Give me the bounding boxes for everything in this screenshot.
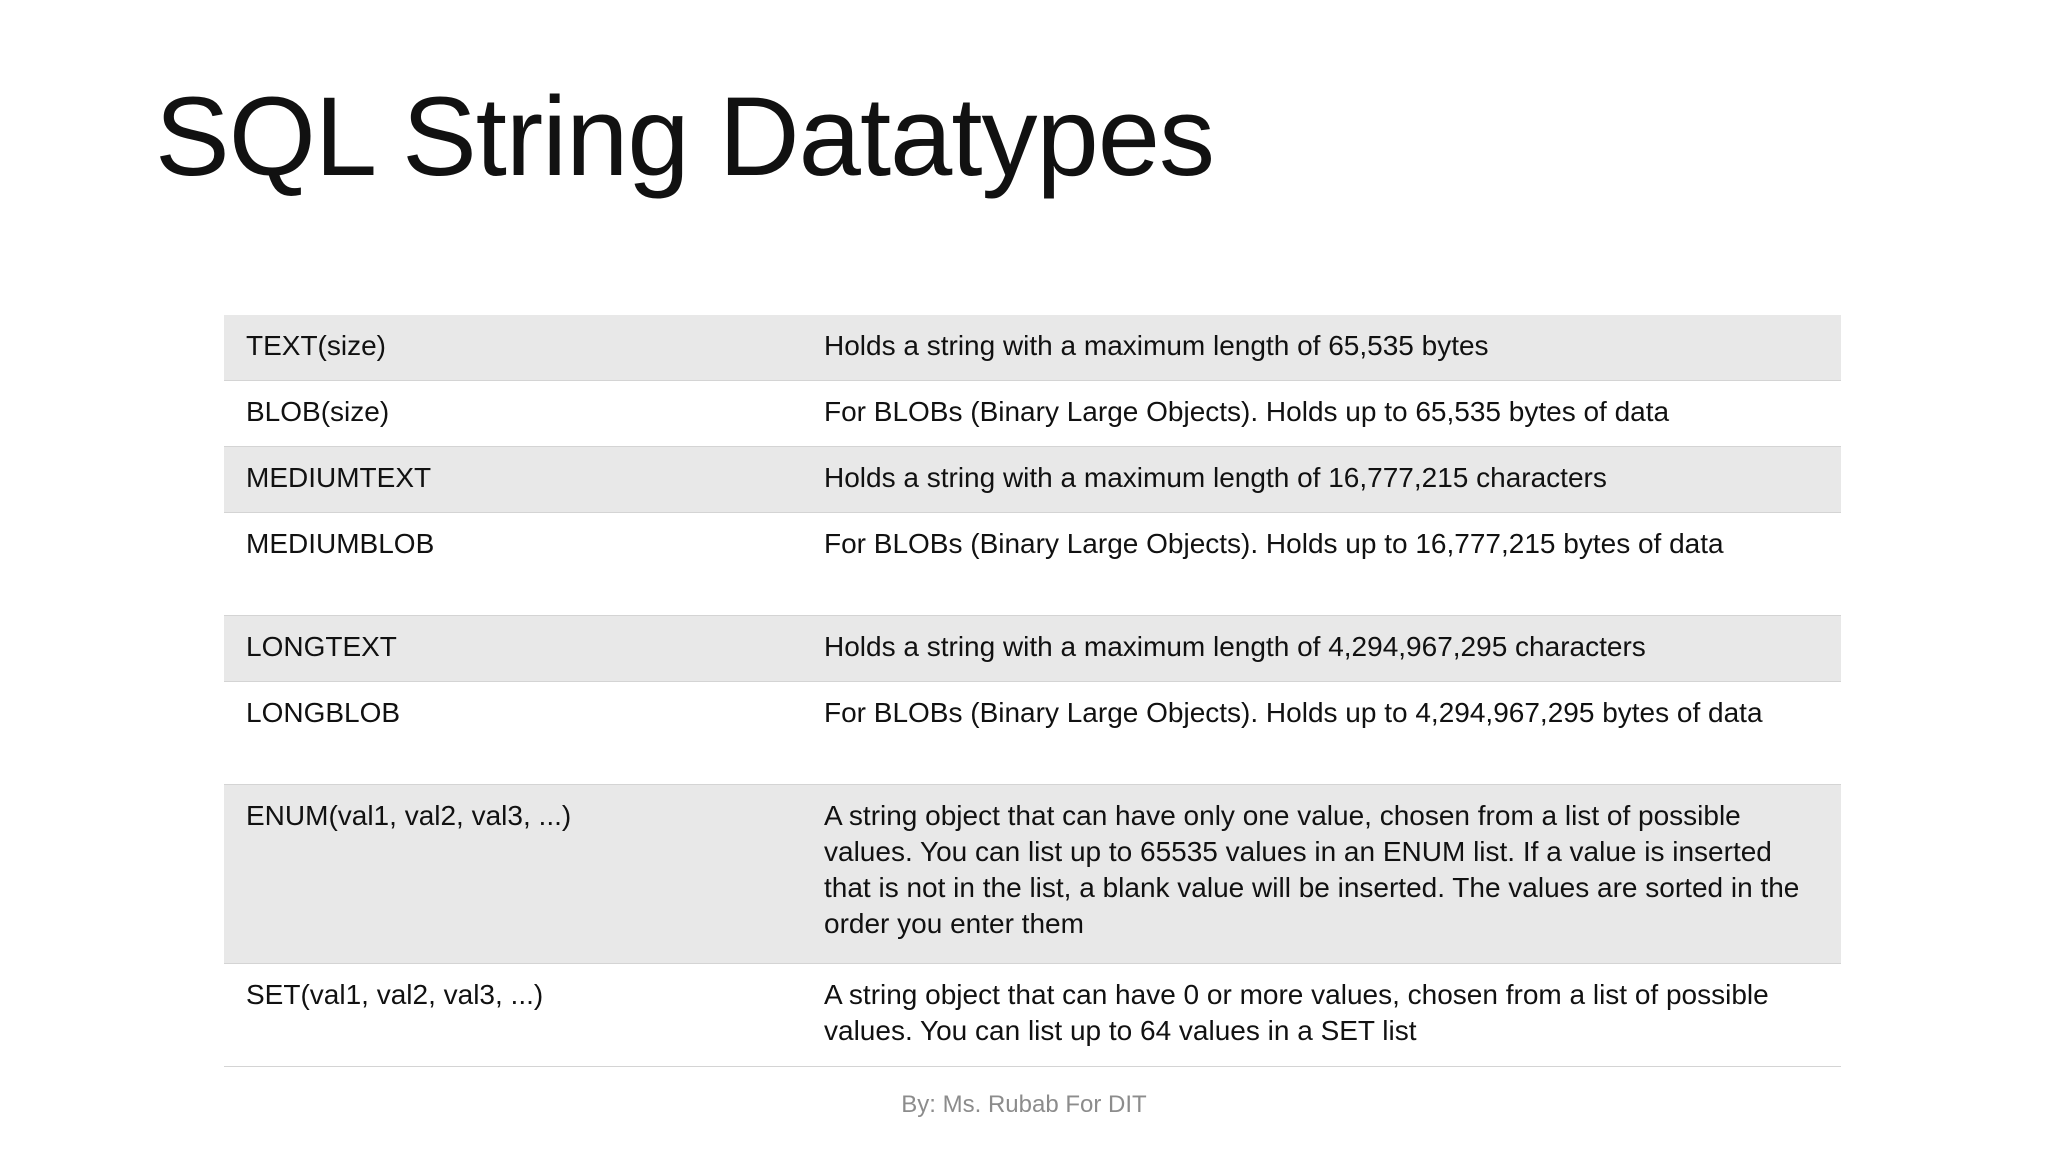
datatype-description: For BLOBs (Binary Large Objects). Holds up to 16,777,215 bytes of data xyxy=(824,528,1724,559)
datatype-name: LONGTEXT xyxy=(246,631,397,662)
datatype-description: Holds a string with a maximum length of 16,777,215 characters xyxy=(824,462,1607,493)
table-row xyxy=(224,447,1841,513)
table-row xyxy=(224,785,1841,964)
datatype-name: ENUM(val1, val2, val3, ...) xyxy=(246,800,572,831)
table-row xyxy=(224,682,1841,785)
datatype-description: A string object that can have only one value, chosen from a list of possible values. You can list up to 65535 values in an ENUM list. If a value is inserted that is not in the list, a blank value will be inserted. The values are sorted in the order you enter them xyxy=(824,800,1800,939)
datatypes-table xyxy=(224,315,1841,1067)
datatype-name: SET(val1, val2, val3, ...) xyxy=(246,979,544,1010)
datatype-name: TEXT(size) xyxy=(246,330,386,361)
datatype-description: Holds a string with a maximum length of 4,294,967,295 characters xyxy=(824,631,1646,662)
datatype-name: MEDIUMTEXT xyxy=(246,462,432,493)
datatype-description: For BLOBs (Binary Large Objects). Holds up to 65,535 bytes of data xyxy=(824,396,1670,427)
table-row xyxy=(224,513,1841,616)
table-row xyxy=(224,616,1841,682)
table-row xyxy=(224,315,1841,381)
datatype-name: LONGBLOB xyxy=(246,697,401,728)
datatype-description: A string object that can have 0 or more values, chosen from a list of possible values. You can list up to 64 values in a SET list xyxy=(824,979,1769,1046)
datatype-description: For BLOBs (Binary Large Objects). Holds up to 4,294,967,295 bytes of data xyxy=(824,697,1763,728)
footer-credit: By: Ms. Rubab For DIT xyxy=(901,1091,1147,1118)
table-row xyxy=(224,964,1841,1067)
datatype-name: BLOB(size) xyxy=(246,396,390,427)
slide-title: SQL String Datatypes xyxy=(155,74,1215,199)
datatype-name: MEDIUMBLOB xyxy=(246,528,435,559)
datatype-description: Holds a string with a maximum length of 65,535 bytes xyxy=(824,330,1489,361)
table-row xyxy=(224,381,1841,447)
